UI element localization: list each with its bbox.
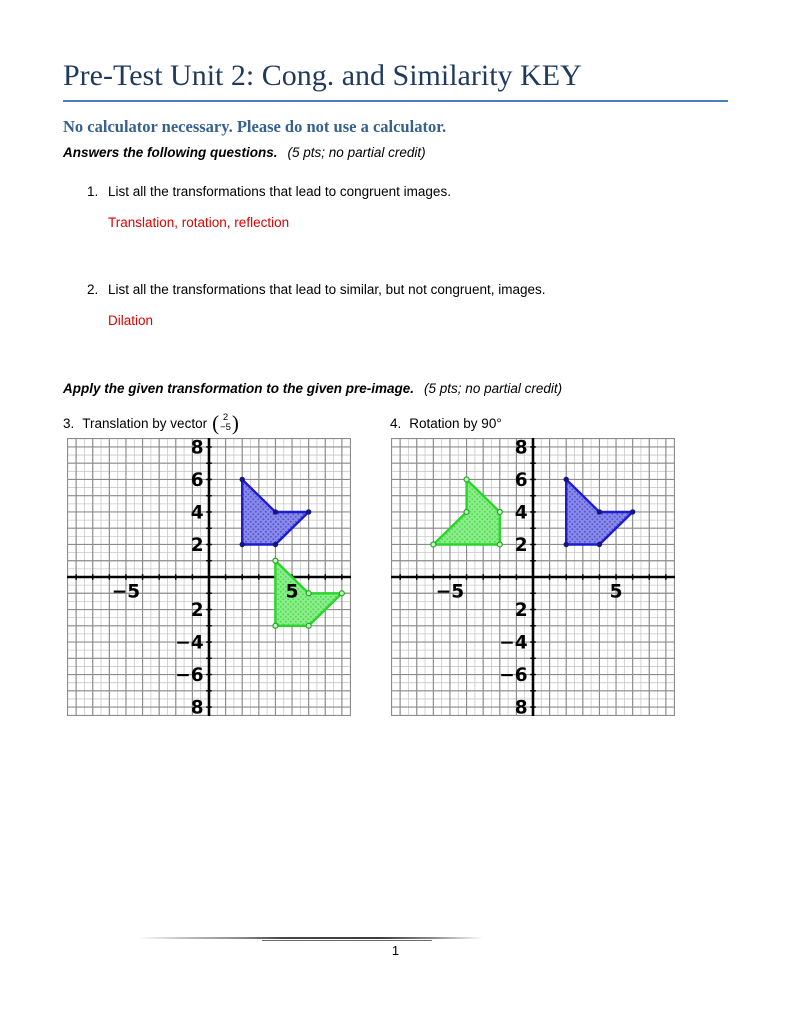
question-3-text: Translation by vector [82,415,208,431]
vertex-dot [273,623,278,628]
vector-open-paren: ( [212,410,220,435]
y-axis-label: 8 [190,438,204,459]
x-axis-label: −5 [435,581,465,603]
vector-close-paren: ) [231,410,239,435]
coordinate-grid-q3 [67,438,351,716]
question-2-text: List all the transformations that lead to similar, but not congruent, images. [108,282,546,297]
y-axis-label: −6 [175,665,204,687]
x-axis-label: 5 [285,581,299,603]
y-axis-label: 2 [190,534,204,556]
vertex-dot [273,542,277,546]
vertex-dot [497,542,502,547]
question-2-number: 2. [87,282,99,297]
vector-x-value: 2 [222,412,229,424]
vertex-dot [307,510,311,514]
y-axis-label: 4 [190,502,204,524]
y-axis-label: 8 [514,438,528,459]
question-1 [87,184,728,199]
vertex-dot [240,477,244,481]
vertex-dot [306,591,311,596]
y-axis-label: 2 [514,600,528,622]
question-4-text: Rotation by 90° [409,415,502,431]
vector-values [219,413,232,433]
section2-instructions-bold: Apply the given transformation to the given pre-image. [63,381,415,396]
coordinate-grid-q4 [391,438,675,716]
question-3-block [63,411,390,716]
x-axis-label: 5 [609,581,623,603]
footer-decorative-line-core [262,940,432,941]
vertex-dot [464,509,469,514]
y-axis-label: 6 [514,469,528,491]
question-4-block [390,411,675,716]
graph-questions-row [63,411,791,716]
y-axis-label: −4 [175,632,204,654]
y-axis-label: −6 [499,665,528,687]
question-3-number: 3. [63,415,75,431]
title-rule [63,100,728,102]
footer-decorative-line [138,937,483,939]
vertex-dot [564,542,568,546]
y-axis-label: 8 [514,697,528,716]
question-3-header [63,411,390,435]
section1-instructions [63,145,728,160]
question-4-header [390,411,675,435]
section1-instructions-bold: Answers the following questions. [63,145,278,160]
y-axis-label: −4 [499,632,528,654]
y-axis-label: 4 [514,502,528,524]
question-4-number: 4. [390,415,402,431]
page-title: Pre-Test Unit 2: Cong. and Similarity KEY [63,59,582,92]
section1-points-note: (5 pts; no partial credit) [287,145,426,160]
y-axis-label: 8 [190,697,204,716]
question-2 [87,282,728,297]
question-1-number: 1. [87,184,99,199]
vertex-dot [597,510,601,514]
no-calculator-note: No calculator necessary. Please do not use a calculator. [63,117,447,136]
page-number: 1 [391,943,400,958]
vertex-dot [497,509,502,514]
vertex-dot [306,623,311,628]
section2-points-note: (5 pts; no partial credit) [424,381,563,396]
y-axis-label: 6 [190,469,204,491]
vertex-dot [431,542,436,547]
y-axis-label: 2 [190,600,204,622]
question-1-answer: Translation, rotation, reflection [108,215,290,230]
section2-instructions [63,381,728,396]
vertex-dot [240,542,244,546]
vertex-dot [631,510,635,514]
y-axis-label: 2 [514,534,528,556]
translation-vector [212,410,239,435]
vertex-dot [597,542,601,546]
vector-y-value: −5 [220,422,231,433]
vertex-dot [339,591,344,596]
question-2-answer: Dilation [108,313,154,328]
vertex-dot [273,558,278,563]
question-1-text: List all the transformations that lead to congruent images. [108,184,451,199]
vertex-dot [273,510,277,514]
vertex-dot [564,477,568,481]
x-axis-label: −5 [111,581,141,603]
vertex-dot [464,477,469,482]
